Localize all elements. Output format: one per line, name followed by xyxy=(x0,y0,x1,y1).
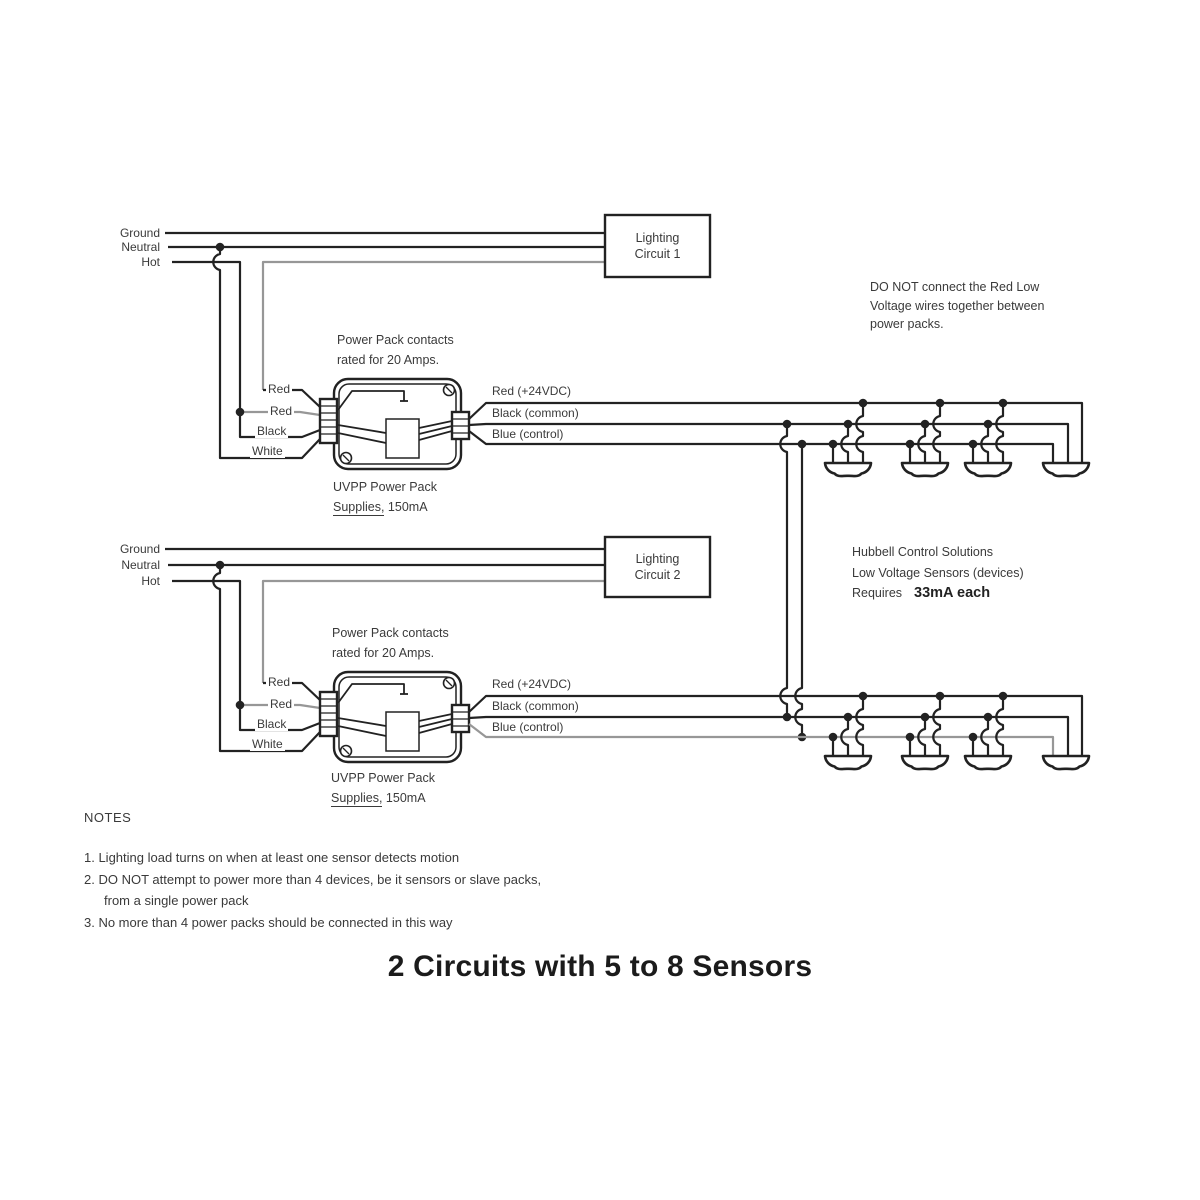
pack-wire-red1-label-c1: Red xyxy=(268,382,291,396)
sensor-icon xyxy=(965,463,1011,476)
drop-wire xyxy=(996,696,1003,756)
pack-wire-white-label-c2: White xyxy=(252,737,283,751)
pack-wire-red2-label-c2: Red xyxy=(270,697,293,711)
contacts-note-line1: Power Pack contacts xyxy=(337,333,454,347)
ground-label-c1: Ground xyxy=(55,226,162,240)
drop-wire xyxy=(856,403,863,463)
hubbell-note xyxy=(852,542,1112,604)
pack-wire-black-label-c2: Black xyxy=(257,717,287,731)
sensor-icon xyxy=(1043,463,1089,476)
drop-wire xyxy=(856,696,863,756)
hot-to-black-wire-c2 xyxy=(172,581,320,730)
hubbell-ma-value: 33mA each xyxy=(914,585,991,601)
lighting-box-line2: Circuit 1 xyxy=(634,247,681,261)
blue-bus-label-c1: Blue (control) xyxy=(492,427,564,441)
drop-wire xyxy=(933,696,940,756)
pack-wire-black-label-c1: Black xyxy=(257,424,287,438)
contacts-note-line2: rated for 20 Amps. xyxy=(337,353,440,367)
junction-dot xyxy=(216,561,225,570)
drop-wire xyxy=(996,403,1003,463)
neutral-label-c1: Neutral xyxy=(55,240,162,254)
notes-heading: NOTES xyxy=(84,810,132,825)
note-item-3: 3. No more than 4 power packs should be connected in this way xyxy=(84,915,453,930)
contacts-note-c1 xyxy=(337,330,454,370)
lighting-circuit-1-label xyxy=(605,230,710,262)
drop-wire xyxy=(933,403,940,463)
pack-caption-c1 xyxy=(333,477,437,517)
note-item-2: 2. DO NOT attempt to power more than 4 devices, be it sensors or slave packs, from a single power pack xyxy=(84,872,542,908)
hubbell-note-line1: Hubbell Control Solutions xyxy=(852,545,994,559)
pack-wire-red2-label-c1: Red xyxy=(270,404,293,418)
do-not-note: DO NOT connect the Red Low Voltage wires together between power packs. xyxy=(870,280,1045,331)
pack-caption-underlined: Supplies, xyxy=(331,791,383,805)
sensor-icon xyxy=(965,756,1011,769)
lighting-circuit-2-label xyxy=(605,551,710,583)
neutral-label-c2: Neutral xyxy=(55,558,162,572)
sensor-icon xyxy=(902,463,948,476)
lighting-box-line1: Lighting xyxy=(635,552,680,566)
lighting-box-line1: Lighting xyxy=(635,231,680,245)
diagram-title: 2 Circuits with 5 to 8 Sensors xyxy=(387,950,813,983)
pack-caption-c2 xyxy=(331,768,435,808)
sensor-icon xyxy=(825,463,871,476)
pack-caption-line2 xyxy=(331,788,435,808)
junction-dot xyxy=(236,701,245,710)
sensor-drops-row1 xyxy=(829,399,1008,463)
blue-bus-label-c2: Blue (control) xyxy=(492,720,564,734)
lighting-box-line2: Circuit 2 xyxy=(634,568,681,582)
hot-label-c1: Hot xyxy=(55,255,162,269)
pack-wire-red1-label-c2: Red xyxy=(268,675,291,689)
sensor-icon xyxy=(902,756,948,769)
hot-label-c2: Hot xyxy=(55,574,162,588)
junction-dot xyxy=(216,243,225,252)
pack-caption-rest: 150mA xyxy=(385,791,426,805)
hubbell-requires: Requires xyxy=(852,586,903,600)
pack-caption-line1: UVPP Power Pack xyxy=(333,480,437,494)
hubbell-note-line2: Low Voltage Sensors (devices) xyxy=(852,565,1024,580)
pack-caption-underlined: Supplies, xyxy=(333,500,385,514)
black-link-wire xyxy=(780,424,787,717)
ground-label-c2: Ground xyxy=(55,542,162,556)
sensor-drops-row2 xyxy=(829,692,1008,756)
contacts-note-c2 xyxy=(332,623,449,663)
hubbell-note-line3 xyxy=(852,583,1112,604)
red-bus-label-c2: Red (+24VDC) xyxy=(492,677,572,691)
pack-wire-white-label-c1: White xyxy=(252,444,283,458)
black-bus-label-c1: Black (common) xyxy=(492,406,579,420)
hot-to-black-wire-c1 xyxy=(172,262,320,437)
junction-dot xyxy=(236,408,245,417)
sensor-icon xyxy=(825,756,871,769)
blue-link-wire xyxy=(795,444,802,737)
pack-caption-rest: 150mA xyxy=(387,500,428,514)
switched-hot-wire-c1 xyxy=(263,262,605,390)
contacts-note-line2: rated for 20 Amps. xyxy=(332,646,435,660)
pack-caption-line2 xyxy=(333,497,437,517)
inter-circuit-links xyxy=(780,420,806,742)
note-item-1: 1. Lighting load turns on when at least one sensor detects motion xyxy=(84,850,460,865)
contacts-note-line1: Power Pack contacts xyxy=(332,626,449,640)
red-bus-label-c1: Red (+24VDC) xyxy=(492,384,572,398)
black-bus-label-c2: Black (common) xyxy=(492,699,579,713)
sensor-icon xyxy=(1043,756,1089,769)
notes-list xyxy=(84,847,544,934)
pack-caption-line1: UVPP Power Pack xyxy=(331,771,435,785)
